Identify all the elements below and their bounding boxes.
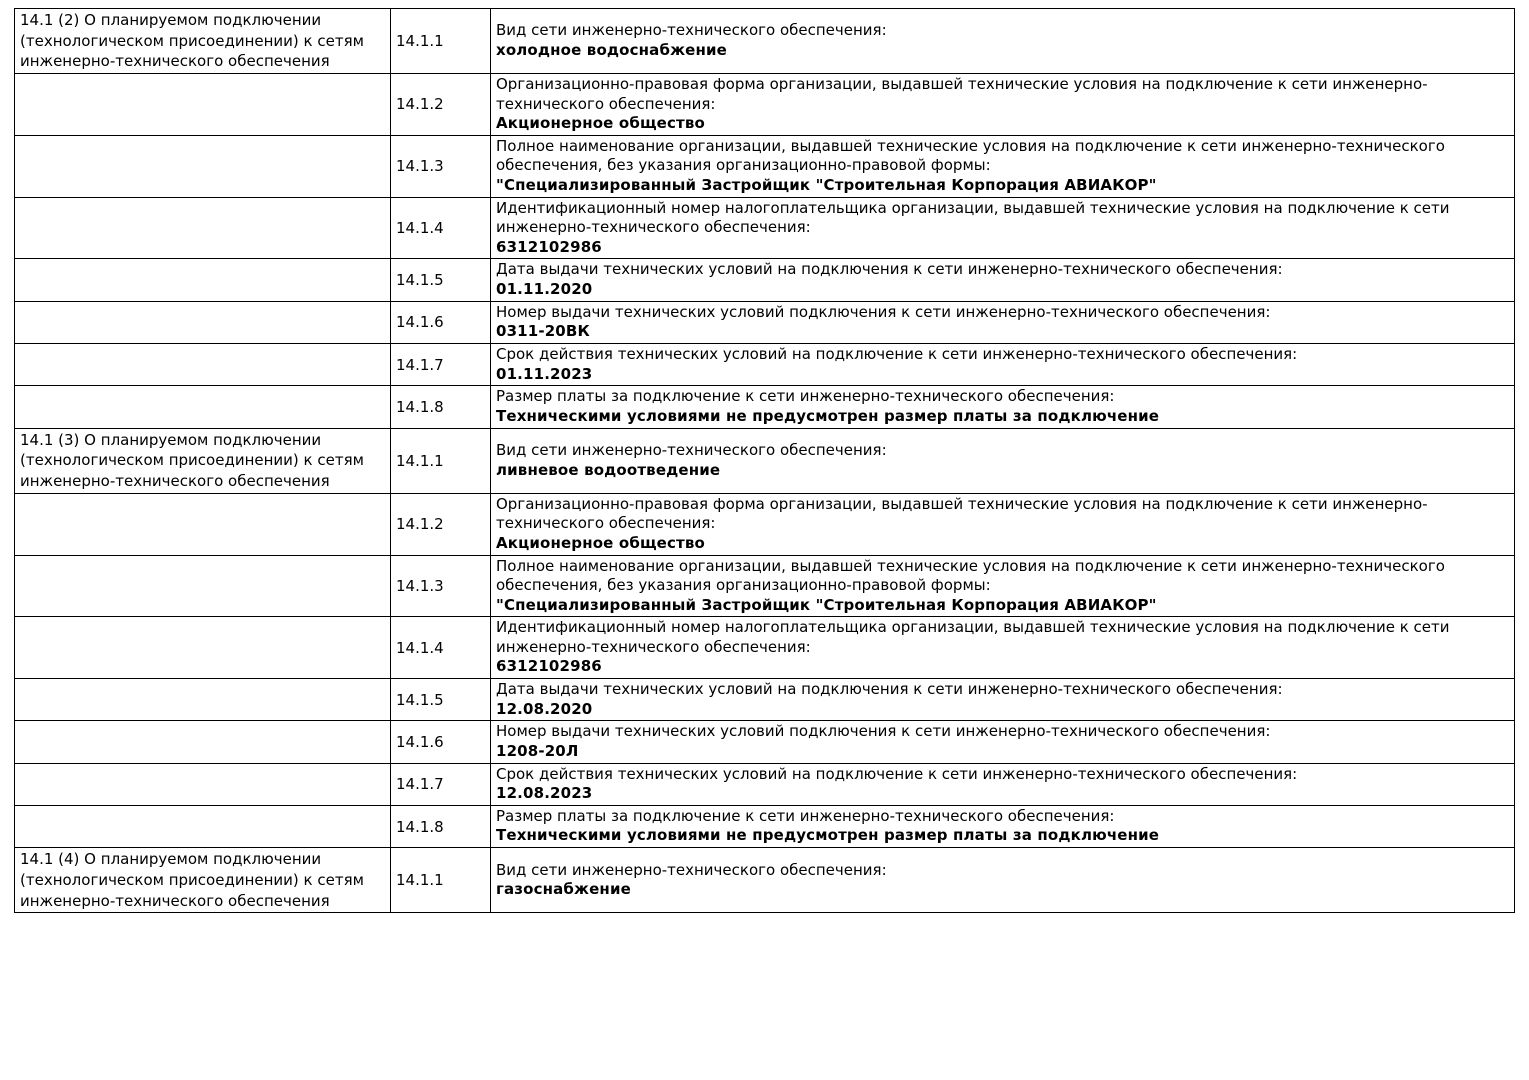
empty-cell (15, 763, 391, 805)
row-label: Дата выдачи технических условий на подключения к сети инженерно-технического обеспечения: (496, 680, 1283, 699)
row-content-cell (491, 617, 1515, 679)
table-row (15, 721, 1515, 763)
row-number-cell: 14.1.3 (391, 135, 491, 197)
row-label: Вид сети инженерно-технического обеспечения: (496, 441, 887, 460)
row-label: Размер платы за подключение к сети инженерно-технического обеспечения: (496, 806, 1115, 825)
table-row (15, 805, 1515, 847)
row-content-cell (491, 301, 1515, 343)
row-number-cell: 14.1.1 (391, 848, 491, 913)
row-number-cell: 14.1.3 (391, 555, 491, 617)
table-row (15, 259, 1515, 301)
row-value: 6312102986 (496, 237, 602, 256)
empty-cell (15, 344, 391, 386)
table-row (15, 74, 1515, 136)
section-title-cell (15, 428, 391, 493)
row-label: Вид сети инженерно-технического обеспечения: (496, 21, 887, 40)
empty-cell (15, 555, 391, 617)
row-label: Полное наименование организации, выдавшей технические условия на подключение к сети инженерно-технического обеспечения, без указания организационно-правовой формы: (496, 556, 1445, 594)
row-value: 12.08.2020 (496, 699, 593, 718)
row-value: "Специализированный Застройщик "Строительная Корпорация АВИАКОР" (496, 595, 1157, 614)
row-content-cell (491, 679, 1515, 721)
row-value: ливневое водоотведение (496, 460, 721, 479)
row-number-cell: 14.1.5 (391, 259, 491, 301)
row-content-cell (491, 555, 1515, 617)
row-value: Техническими условиями не предусмотрен размер платы за подключение (496, 406, 1160, 425)
table-row (15, 344, 1515, 386)
table-row (15, 9, 1515, 74)
row-value: 01.11.2020 (496, 279, 593, 298)
row-content-cell (491, 74, 1515, 136)
row-label: Размер платы за подключение к сети инженерно-технического обеспечения: (496, 387, 1115, 406)
row-content-cell (491, 805, 1515, 847)
row-content-cell (491, 197, 1515, 259)
row-number-cell: 14.1.4 (391, 617, 491, 679)
row-value: Техническими условиями не предусмотрен размер платы за подключение (496, 826, 1160, 845)
table-row (15, 386, 1515, 428)
empty-cell (15, 74, 391, 136)
table-row (15, 135, 1515, 197)
empty-cell (15, 197, 391, 259)
row-value: 1208-20Л (496, 741, 579, 760)
section-title-cell (15, 9, 391, 74)
row-content-cell (491, 721, 1515, 763)
row-value: Акционерное общество (496, 114, 705, 133)
table-row (15, 428, 1515, 493)
empty-cell (15, 617, 391, 679)
empty-cell (15, 679, 391, 721)
row-number-cell: 14.1.2 (391, 74, 491, 136)
table-row (15, 617, 1515, 679)
row-content-cell (491, 344, 1515, 386)
table-row (15, 763, 1515, 805)
row-number-cell: 14.1.7 (391, 763, 491, 805)
section-title: 14.1 (4) О планируемом подключении (технологическом присоединении) к сетям инженерно-технического обеспечения (20, 850, 364, 910)
declaration-table (14, 8, 1515, 913)
row-value: холодное водоснабжение (496, 40, 727, 59)
empty-cell (15, 721, 391, 763)
row-value: 6312102986 (496, 657, 602, 676)
row-label: Номер выдачи технических условий подключения к сети инженерно-технического обеспечения: (496, 722, 1271, 741)
empty-cell (15, 259, 391, 301)
row-content-cell (491, 386, 1515, 428)
empty-cell (15, 493, 391, 555)
row-number-cell: 14.1.2 (391, 493, 491, 555)
row-content-cell (491, 848, 1515, 913)
row-number-cell: 14.1.8 (391, 805, 491, 847)
row-label: Срок действия технических условий на подключение к сети инженерно-технического обеспечения: (496, 764, 1298, 783)
row-number-cell: 14.1.6 (391, 721, 491, 763)
table-row (15, 679, 1515, 721)
row-content-cell (491, 9, 1515, 74)
row-label: Вид сети инженерно-технического обеспечения: (496, 860, 887, 879)
section-title: 14.1 (3) О планируемом подключении (технологическом присоединении) к сетям инженерно-технического обеспечения (20, 430, 364, 491)
empty-cell (15, 135, 391, 197)
row-value: газоснабжение (496, 880, 631, 899)
row-number-cell: 14.1.1 (391, 428, 491, 493)
row-value: "Специализированный Застройщик "Строительная Корпорация АВИАКОР" (496, 175, 1157, 194)
row-number-cell: 14.1.7 (391, 344, 491, 386)
row-content-cell (491, 259, 1515, 301)
section-title-cell (15, 848, 391, 913)
row-label: Номер выдачи технических условий подключения к сети инженерно-технического обеспечения: (496, 302, 1271, 321)
row-label: Дата выдачи технических условий на подключения к сети инженерно-технического обеспечения: (496, 260, 1283, 279)
row-value: 0311-20ВК (496, 322, 590, 341)
empty-cell (15, 386, 391, 428)
row-content-cell (491, 493, 1515, 555)
row-label: Идентификационный номер налогоплательщика организации, выдавшей технические условия на подключение к сети инженерно-технического обеспечения: (496, 618, 1450, 656)
row-content-cell (491, 135, 1515, 197)
row-number-cell: 14.1.6 (391, 301, 491, 343)
table-row (15, 493, 1515, 555)
row-content-cell (491, 428, 1515, 493)
table-row (15, 301, 1515, 343)
row-content-cell (491, 763, 1515, 805)
row-number-cell: 14.1.1 (391, 9, 491, 74)
row-value: 12.08.2023 (496, 784, 593, 803)
row-label: Организационно-правовая форма организации, выдавшей технические условия на подключение к сети инженерно-технического обеспечения: (496, 75, 1428, 113)
empty-cell (15, 301, 391, 343)
row-number-cell: 14.1.5 (391, 679, 491, 721)
table-row (15, 197, 1515, 259)
row-value: 01.11.2023 (496, 364, 593, 383)
table-row (15, 848, 1515, 913)
row-number-cell: 14.1.4 (391, 197, 491, 259)
row-label: Идентификационный номер налогоплательщика организации, выдавшей технические условия на подключение к сети инженерно-технического обеспечения: (496, 198, 1450, 237)
row-label: Полное наименование организации, выдавшей технические условия на подключение к сети инженерно-технического обеспечения, без указания организационно-правовой формы: (496, 136, 1445, 175)
empty-cell (15, 805, 391, 847)
row-number-cell: 14.1.8 (391, 386, 491, 428)
row-label: Срок действия технических условий на подключение к сети инженерно-технического обеспечения: (496, 345, 1298, 364)
table-row (15, 555, 1515, 617)
row-value: Акционерное общество (496, 533, 705, 552)
row-label: Организационно-правовая форма организации, выдавшей технические условия на подключение к сети инженерно-технического обеспечения: (496, 494, 1428, 533)
section-title: 14.1 (2) О планируемом подключении (технологическом присоединении) к сетям инженерно-технического обеспечения (20, 11, 364, 71)
